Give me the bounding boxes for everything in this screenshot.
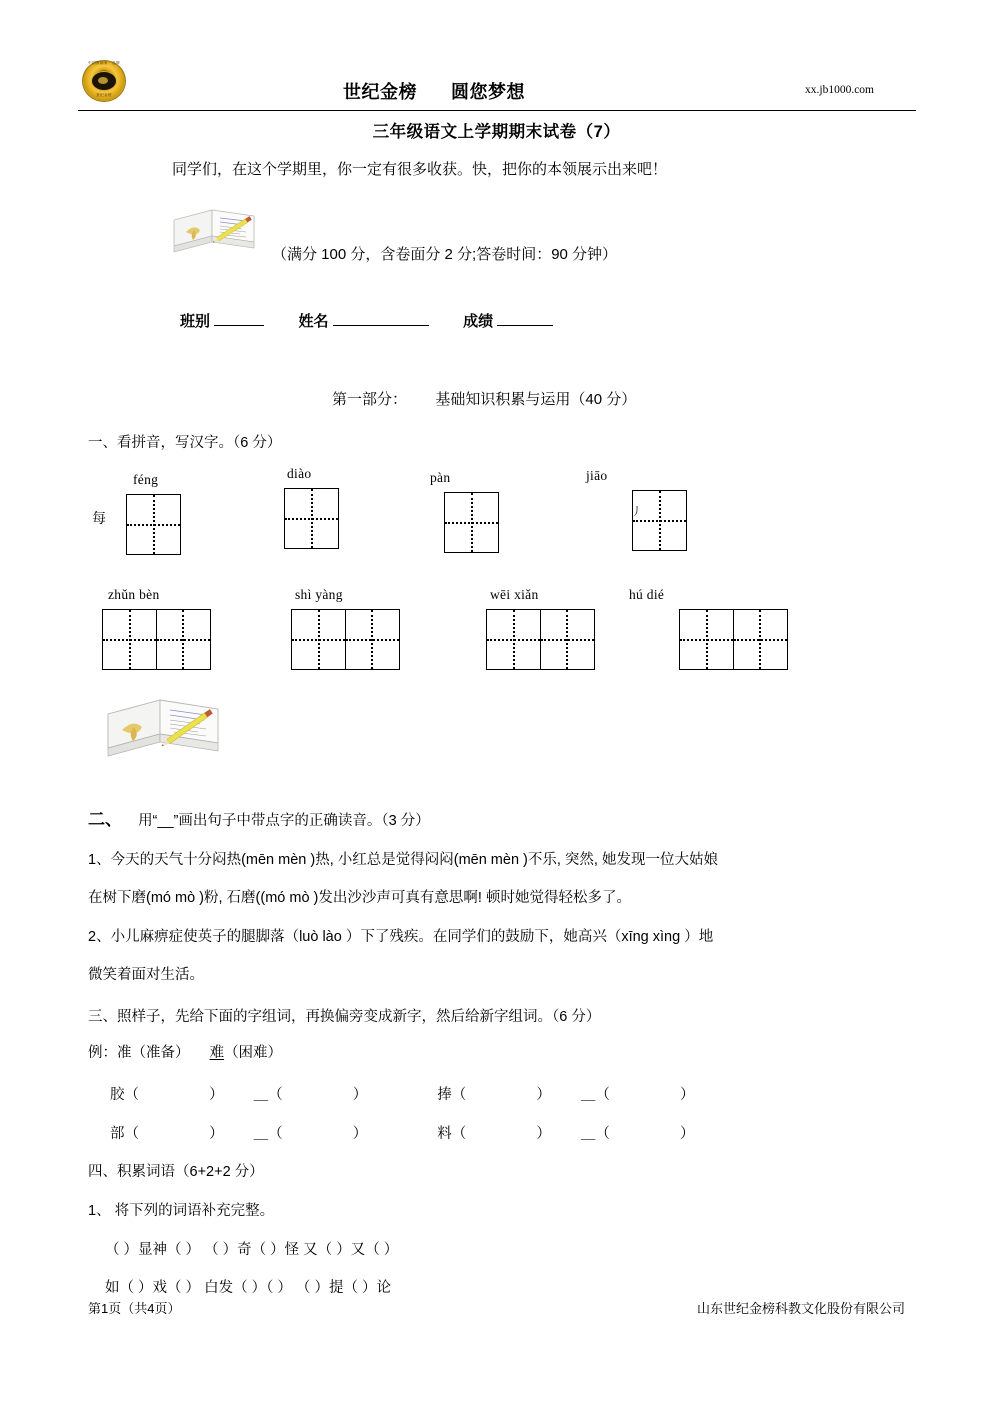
score-time-note: （满分 100 分，含卷面分 2 分;答卷时间：90 分钟） — [272, 246, 618, 263]
example-underlined-char: 难 — [209, 1045, 225, 1061]
tianzige-box[interactable] — [102, 609, 157, 670]
publisher-logo — [78, 58, 130, 104]
header-brand-line — [343, 78, 525, 104]
section-2-text: 用“__”画出句子中带点字的正确读音。（3 分） — [138, 813, 430, 829]
brand-left-text: 世纪金榜 — [343, 82, 417, 102]
s3-r2-c5: 料（ — [437, 1126, 467, 1142]
part-one-heading — [332, 388, 636, 409]
score-label: 成绩 — [463, 313, 494, 330]
intro-paragraph: 同学们，在这个学期里，你一定有很多收获。快，把你的本领展示出来吧！ — [172, 161, 668, 178]
pinyin-label-zhunbei: zhǔn bèn — [108, 587, 160, 602]
s3-r2-c8: ） — [679, 1126, 695, 1142]
pinyin-label-jiao: jiāo — [586, 468, 608, 483]
grid-wrap-shiyang — [291, 609, 400, 670]
tianzige-box[interactable] — [733, 609, 788, 670]
part-one-prefix: 第一部分： — [332, 391, 408, 408]
section-4-heading: 四、积累词语（6+2+2 分） — [88, 1164, 264, 1180]
tianzige-box[interactable] — [632, 490, 687, 551]
part-one-text: 基础知识积累与运用（40 分） — [435, 391, 637, 408]
section-1-heading: 一、看拼音，写汉字。（6 分） — [88, 435, 282, 451]
section-3-row-1 — [110, 1083, 694, 1104]
s3-r1-c3[interactable]: ＿（ — [253, 1087, 283, 1103]
s3-r1-c6: ） — [536, 1087, 551, 1103]
prefix-char-mei: 每 — [92, 510, 106, 526]
section-4-idiom-line-1[interactable]: （ ）显神（ ） （ ）奇（ ）怪 又（ ）又（ ） — [105, 1242, 399, 1258]
pinyin-label-weixian: wēi xiǎn — [490, 587, 539, 602]
section-2-q2-line1: 2、小儿麻痹症使英子的腿脚落（luò lào ）下了残疾。在同学们的鼓励下，她高兴（xīng xìng ）地 — [88, 929, 714, 945]
pinyin-label-pan: pàn — [430, 470, 451, 485]
header-website-url: xx.jb1000.com — [805, 84, 874, 96]
section-3-example — [88, 1041, 282, 1062]
grid-wrap-zhunbei — [102, 609, 211, 670]
open-book-illustration-bottom — [100, 682, 230, 772]
s3-r2-c2: ） — [209, 1126, 224, 1142]
section-3-heading: 三、照样子，先给下面的字组词，再换偏旁变成新字，然后给新字组词。（6 分） — [88, 1009, 601, 1025]
footer-page-number: 第1页（共4页） — [88, 1301, 181, 1316]
header-divider-rule — [78, 110, 916, 111]
s3-r2-c6: ） — [536, 1126, 551, 1142]
s3-r1-c5: 捧（ — [437, 1087, 467, 1103]
tianzige-box[interactable] — [444, 492, 499, 553]
s3-r1-c4: ） — [352, 1087, 368, 1103]
section-4-sub-1: 1、 将下列的词语补充完整。 — [88, 1203, 275, 1219]
section-2-q2-line2: 微笑着面对生活。 — [88, 967, 204, 983]
open-book-illustration-top — [168, 196, 264, 264]
class-label: 班别 — [180, 313, 211, 330]
tianzige-box[interactable] — [291, 609, 346, 670]
section-2-q1-line1: 1、今天的天气十分闷热(mēn mèn )热, 小红总是觉得闷闷(mēn mèn )不乐, 突然, 她发现一位大姑娘 — [88, 852, 718, 868]
s3-r1-c7[interactable]: ＿（ — [580, 1087, 610, 1103]
section-2-q1-line2: 在树下磨(mó mò )粉, 石磨((mó mò )发出沙沙声可真有意思啊! 顿时她觉得轻松多了。 — [88, 890, 631, 906]
grid-wrap-hudie — [679, 609, 788, 670]
page-header — [78, 58, 916, 114]
tianzige-box[interactable] — [345, 609, 400, 670]
footer-publisher: 山东世纪金榜科教文化股份有限公司 — [696, 1301, 905, 1316]
tianzige-box[interactable] — [679, 609, 734, 670]
s3-r1-c1: 胶（ — [110, 1087, 139, 1103]
name-label: 姓名 — [298, 313, 329, 330]
page-title: 三年级语文上学期期末试卷（7） — [372, 123, 621, 141]
tianzige-box[interactable] — [540, 609, 595, 670]
tianzige-box[interactable] — [486, 609, 541, 670]
pinyin-label-shiyang: shì yàng — [295, 587, 343, 602]
score-blank-field[interactable] — [497, 312, 553, 326]
section-2-heading — [88, 805, 430, 830]
logo-bottom-text: 世纪金榜 — [96, 93, 112, 97]
grid-wrap-pan — [444, 492, 499, 553]
tianzige-box[interactable] — [126, 494, 181, 555]
logo-top-text: 中国教辅第一品牌 — [88, 61, 120, 65]
s3-r2-c1: 部（ — [110, 1126, 139, 1142]
section-3-row-2 — [110, 1122, 694, 1143]
stroke-mark-jiao: 丿 — [631, 506, 642, 518]
section-4-idiom-line-2[interactable]: 如（ ）戏（ ） 白发（ ）（ ） （ ）提（ ）论 — [105, 1280, 391, 1296]
s3-r1-c2: ） — [209, 1087, 224, 1103]
name-blank-field[interactable] — [333, 312, 429, 326]
student-info-row — [180, 310, 553, 331]
s3-r2-c7[interactable]: ＿（ — [580, 1126, 610, 1142]
brand-right-text: 圆您梦想 — [451, 82, 525, 102]
pinyin-label-feng: féng — [133, 472, 159, 487]
tianzige-box[interactable] — [284, 488, 339, 549]
s3-r2-c3[interactable]: ＿（ — [253, 1126, 283, 1142]
class-blank-field[interactable] — [214, 312, 264, 326]
example-suffix: （困难） — [224, 1045, 283, 1061]
tianzige-box[interactable] — [156, 609, 211, 670]
grid-wrap-diao — [284, 488, 339, 549]
s3-r1-c8: ） — [679, 1087, 695, 1103]
grid-wrap-jiao — [632, 490, 687, 551]
section-2-number: 二、 — [88, 810, 122, 829]
example-prefix: 例：准（准备） — [88, 1045, 190, 1061]
logo-center-dot — [98, 77, 108, 84]
grid-wrap-weixian — [486, 609, 595, 670]
pinyin-label-diao: diào — [287, 466, 312, 481]
pinyin-label-hudie: hú dié — [629, 587, 665, 602]
s3-r2-c4: ） — [352, 1126, 368, 1142]
grid-wrap-feng — [126, 494, 181, 555]
